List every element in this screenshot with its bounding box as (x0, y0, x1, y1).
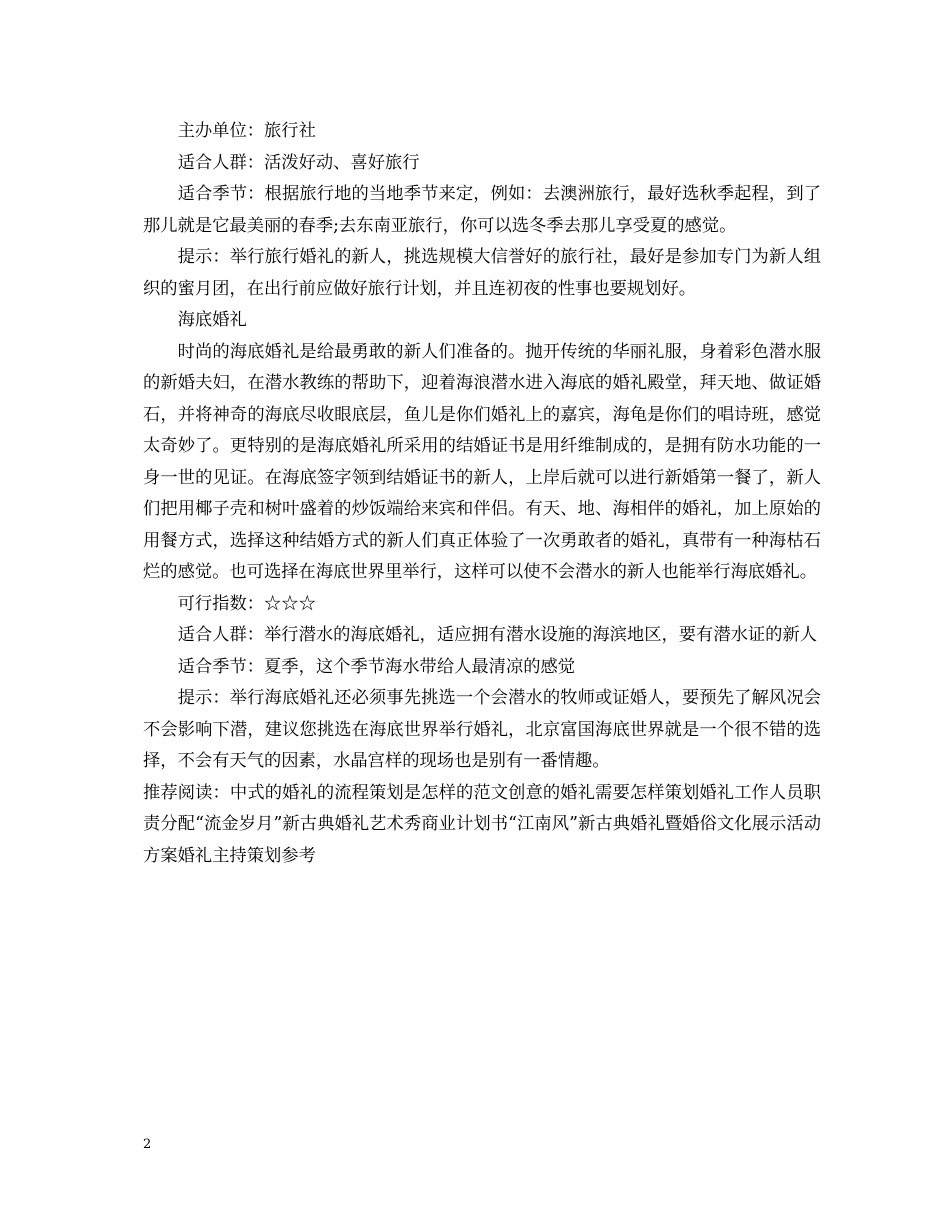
document-body (143, 116, 821, 872)
paragraph-suitable-people-undersea: 适合人群：举行潜水的海底婚礼，适应拥有潜水设施的海滨地区，要有潜水证的新人 (177, 625, 818, 645)
section-heading-undersea-wedding: 海底婚礼 (177, 310, 247, 330)
paragraph-organizer: 主办单位：旅行社 (177, 121, 316, 141)
paragraph-feasibility-rating: 可行指数：☆☆☆ (177, 593, 316, 614)
paragraph-undersea-description: 时尚的海底婚礼是给最勇敢的新人们准备的。抛开传统的华丽礼服，身着彩色潜水服的新婚夫妇，在潜水教练的帮助下，迎着海浪潜水进入海底的婚礼殿堂，拜天地、做证婚石，并将神奇的海底尽收眼底层，鱼儿是你们婚礼上的嘉宾，海龟是你们的唱诗班，感觉太奇妙了。更特别的是海底婚礼所采用的结婚证书是用纤维制成的，是拥有防水功能的一身一世的见证。在海底签字领到结婚证书的新人，上岸后就可以进行新婚第一餐了，新人们把用椰子壳和树叶盛着的炒饭端给来宾和伴侣。有天、地、海相伴的婚礼，加上原始的用餐方式，选择这种结婚方式的新人们真正体验了一次勇敢者的婚礼，真带有一种海枯石烂的感觉。也可选择在海底世界里举行，这样可以使不会潜水的新人也能举行海底婚礼。 (143, 341, 821, 582)
paragraph-tip-travel: 提示：举行旅行婚礼的新人，挑选规模大信誉好的旅行社，最好是参加专门为新人组织的蜜月团，在出行前应做好旅行计划，并且连初夜的性事也要规划好。 (143, 247, 821, 299)
paragraph-suitable-season: 适合季节：根据旅行地的当地季节来定，例如：去澳洲旅行，最好选秋季起程，到了那儿就是它最美丽的春季;去东南亚旅行，你可以选冬季去那儿享受夏的感觉。 (143, 184, 821, 236)
page-number: 2 (143, 1137, 152, 1152)
recommended-reading: 推荐阅读：中式的婚礼的流程策划是怎样的范文创意的婚礼需要怎样策划婚礼工作人员职责分配“流金岁月”新古典婚礼艺术秀商业计划书“江南风”新古典婚礼暨婚俗文化展示活动方案婚礼主持策划参考 (143, 782, 821, 866)
paragraph-tip-undersea: 提示：举行海底婚礼还必须事先挑选一个会潜水的牧师或证婚人，要预先了解风况会不会影响下潜，建议您挑选在海底世界举行婚礼，北京富国海底世界就是一个很不错的选择，不会有天气的因素，水晶宫样的现场也是别有一番情趣。 (143, 688, 821, 771)
paragraph-suitable-people: 适合人群：活泼好动、喜好旅行 (177, 152, 420, 173)
paragraph-suitable-season-undersea: 适合季节：夏季，这个季节海水带给人最清凉的感觉 (177, 656, 576, 677)
